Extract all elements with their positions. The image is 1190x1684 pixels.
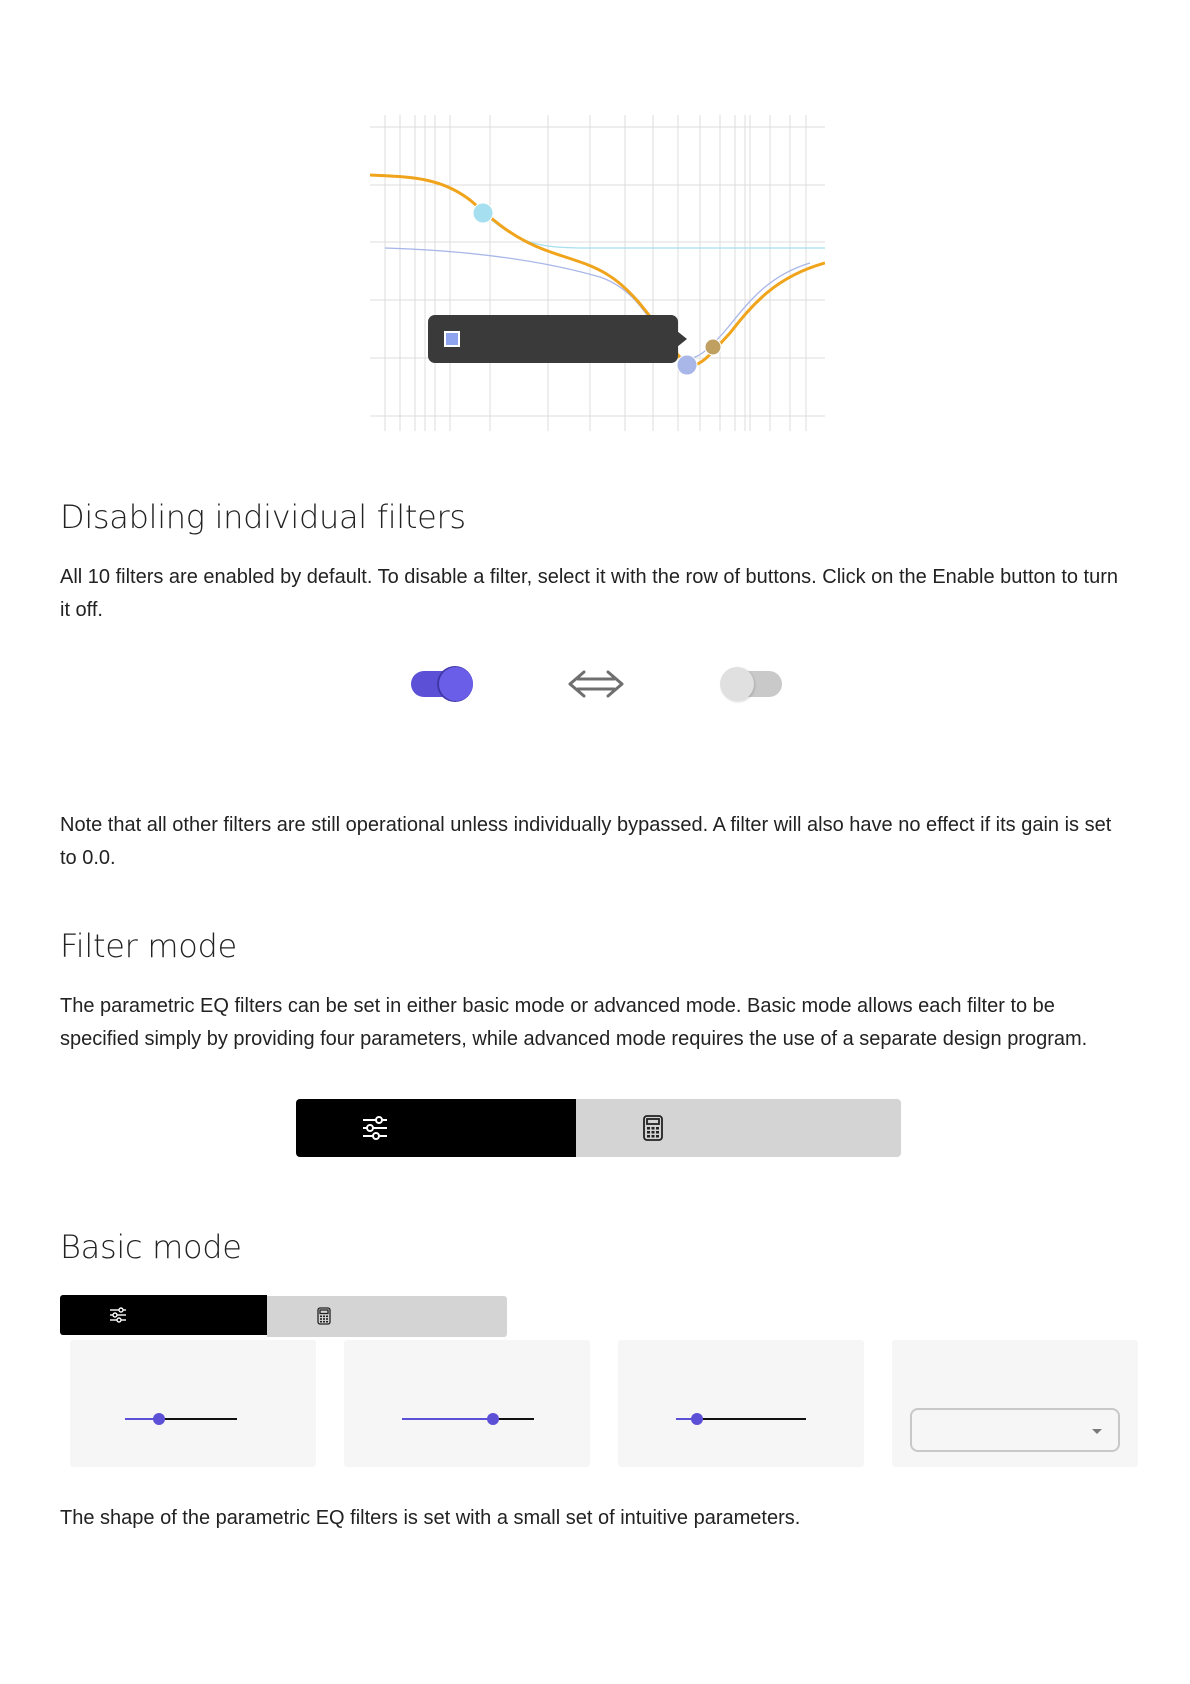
series-line-filter-1 xyxy=(483,213,825,248)
calculator-icon xyxy=(317,1307,331,1325)
filter-handle-1 xyxy=(473,203,493,223)
enable-switch-off[interactable] xyxy=(722,671,782,697)
sliders-icon xyxy=(362,1116,388,1140)
enable-switch-on[interactable] xyxy=(411,671,471,697)
filter-color-swatch xyxy=(444,331,460,347)
section-title-filter-mode: Filter mode xyxy=(60,927,237,965)
slider-thumb[interactable] xyxy=(487,1413,499,1425)
basic-mode-text: The shape of the parametric EQ filters is set with a small set of intuitive parameters. xyxy=(60,1507,801,1529)
calculator-icon xyxy=(643,1115,663,1141)
slider-thumb[interactable] xyxy=(153,1413,165,1425)
filter-tooltip xyxy=(428,315,678,363)
parameter-panel-gain xyxy=(344,1340,590,1467)
disabling-note-text: Note that all other filters are still operational unless individually bypassed. A filter will also have no effect if its gain is set to 0.0. xyxy=(60,814,1112,869)
slider-fill xyxy=(402,1418,493,1420)
frequency-slider[interactable] xyxy=(125,1418,237,1420)
sliders-icon xyxy=(109,1307,127,1323)
parameter-panel-type xyxy=(892,1340,1138,1467)
basic-mode-button[interactable] xyxy=(296,1099,576,1157)
eq-response-chart[interactable] xyxy=(370,115,825,431)
section-title-basic-mode: Basic mode xyxy=(60,1228,242,1266)
disabling-intro-text: All 10 filters are enabled by default. To disable a filter, select it with the row of buttons. Click on the Enable button to turn it off. xyxy=(60,566,1119,621)
filter-handle-3 xyxy=(705,339,721,355)
filter-type-select[interactable] xyxy=(910,1408,1120,1452)
parameter-panel-frequency xyxy=(70,1340,316,1467)
parameter-panel-q xyxy=(618,1340,864,1467)
q-slider[interactable] xyxy=(676,1418,806,1420)
section-title-disabling: Disabling individual filters xyxy=(60,498,466,536)
double-arrow-icon xyxy=(568,668,624,700)
advanced-mode-tab[interactable] xyxy=(267,1296,507,1337)
filter-handle-2 xyxy=(677,355,697,375)
advanced-mode-button[interactable] xyxy=(576,1099,901,1157)
gain-slider[interactable] xyxy=(402,1418,534,1420)
basic-mode-tab[interactable] xyxy=(60,1295,267,1335)
filter-mode-text: The parametric EQ filters can be set in either basic mode or advanced mode. Basic mode allows each filter to be specified simply by providing four parameters, while advanced mode requires the use of a separate design program. xyxy=(60,995,1088,1050)
chevron-down-icon xyxy=(1092,1429,1102,1434)
tooltip-pointer xyxy=(677,331,687,347)
switch-knob xyxy=(720,667,754,701)
slider-thumb[interactable] xyxy=(691,1413,703,1425)
switch-knob xyxy=(439,667,473,701)
